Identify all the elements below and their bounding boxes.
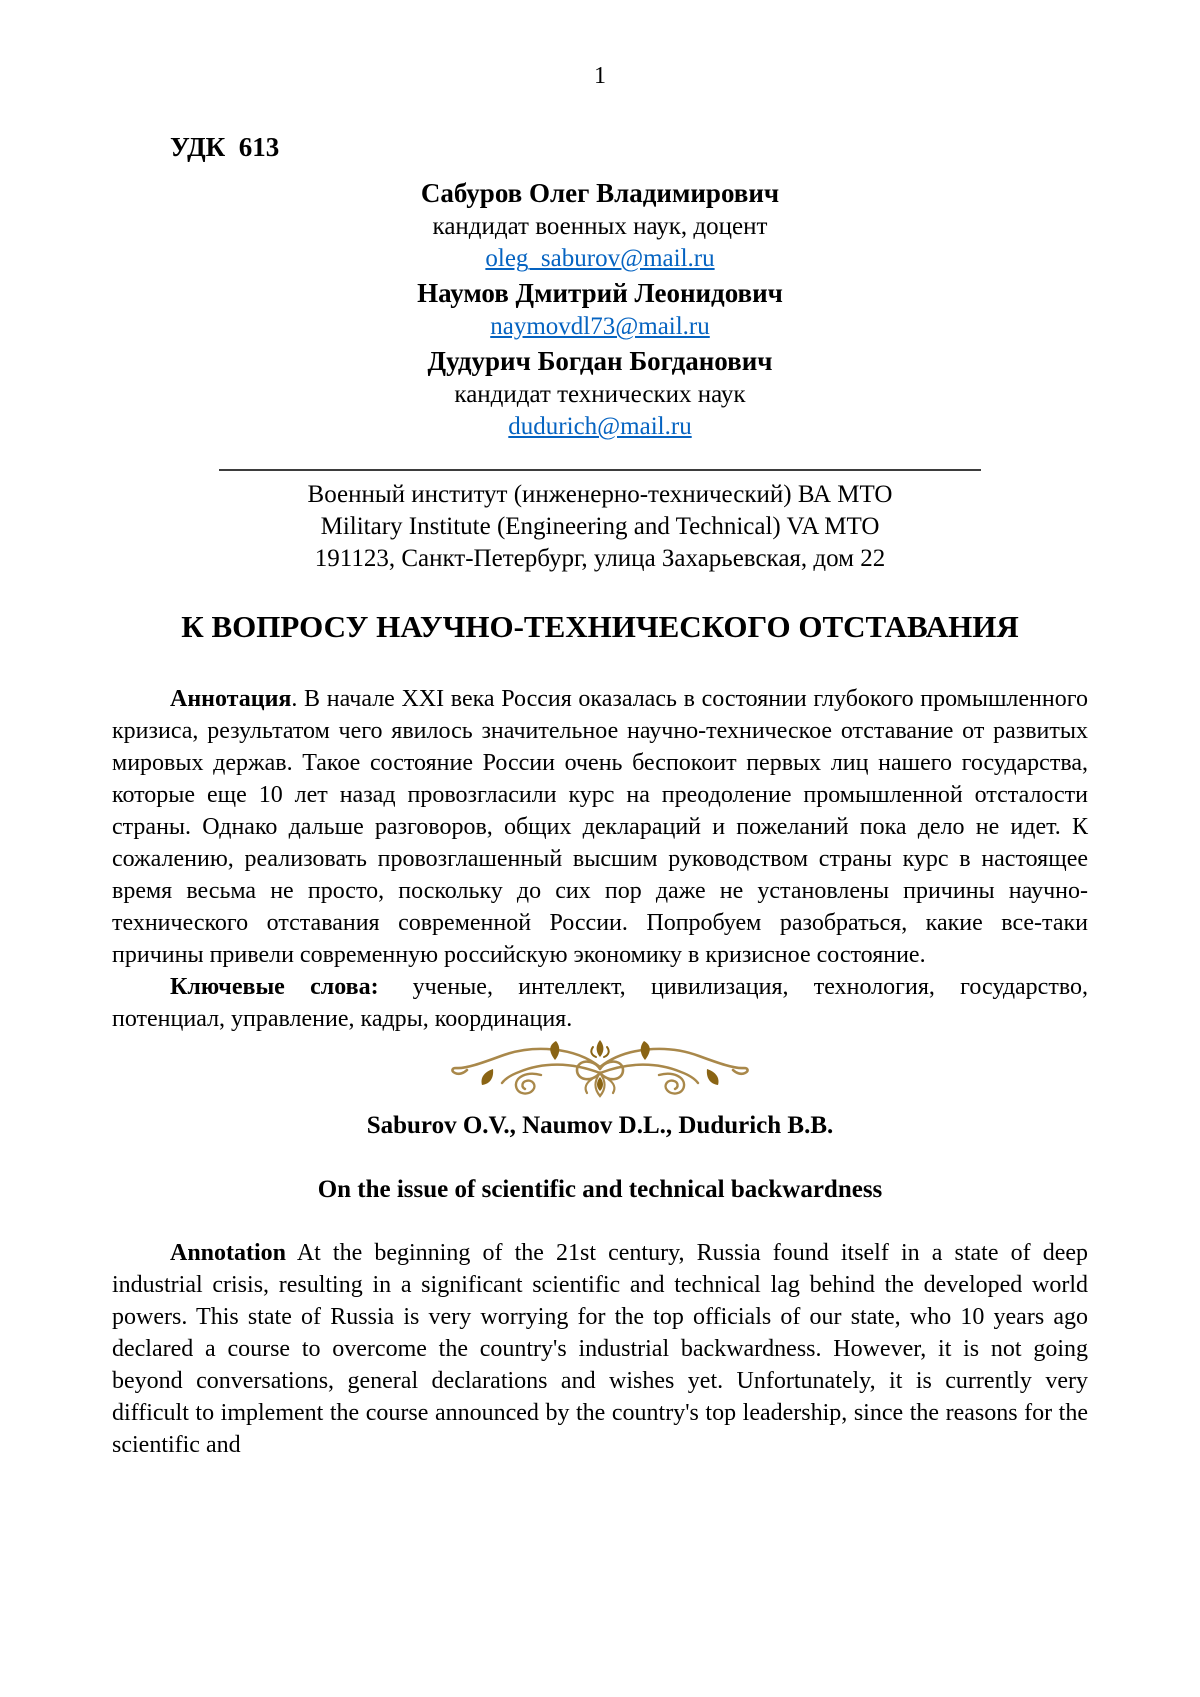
keywords-text: ученые, интеллект, цивилизация, технология, государство, потенциал, управление, кадры, координация. [112,974,1088,1032]
affiliation-english: Military Institute (Engineering and Technical) VA MTO [320,513,880,540]
english-authors-line: Saburov O.V., Naumov D.L., Dudurich B.B. [366,1112,834,1139]
flourish-divider-icon [112,1039,1088,1101]
divider-line [219,469,981,471]
annotation-label-en: Annotation [170,1240,287,1266]
author-email-row [112,311,1088,343]
udc-code: УДК 613 [170,132,280,162]
keywords-paragraph [112,971,1088,1035]
page-content [112,132,1088,1461]
email-link-naumov[interactable]: naymovdl73@mail.ru [490,313,710,340]
author-name-saburov: Сабуров Олег Владимирович [420,178,780,208]
annotation-text-en: At the beginning of the 21st century, Russia found itself in a state of deep industrial crisis, resulting in a significant scientific and technical lag behind the developed world powers. This state of Russia is very worrying for the top officials of our state, who 10 years ago declared a course to overcome the country's industrial backwardness. However, it is not going beyond conversations, general declarations and wishes yet. Unfortunately, it is currently very difficult to implement the course announced by the country's top leadership, since the reasons for the scientific and [112,1240,1088,1458]
page-number: 1 [594,63,606,89]
author-name-dudurich: Дудурич Богдан Богданович [427,346,773,376]
author-email-row [112,243,1088,275]
email-link-saburov[interactable]: oleg_saburov@mail.ru [485,245,715,272]
affiliation-russian: Военный институт (инженерно-технический) ВА МТО [307,481,893,508]
author-degree-dudurich: кандидат технических наук [454,381,746,408]
authors-block [112,175,1088,443]
affiliation-address: 191123, Санкт-Петербург, улица Захарьевская, дом 22 [314,545,886,572]
english-article-title: On the issue of scientific and technical backwardness [317,1176,883,1203]
annotation-label-ru: Аннотация [170,686,292,712]
russian-article-title: К ВОПРОСУ НАУЧНО-ТЕХНИЧЕСКОГО ОТСТАВАНИЯ [181,609,1019,644]
annotation-text-ru: . В начале XXI века Россия оказалась в состоянии глубокого промышленного кризиса, результатом чего явилось значительное научно-техническое отставание от развитых мировых держав. Такое состояние России очень беспокоит первых лиц нашего государства, которые еще 10 лет назад провозгласили курс на преодоление промышленной отсталости страны. Однако дальше разговоров, общих деклараций и пожеланий пока дело не идет. К сожалению, реализовать провозглашенный высшим руководством страны курс в настоящее время весьма не просто, поскольку до сих пор даже не установлены причины научно-технического отставания современной России. Попробуем разобраться, какие все-таки причины привели современную российскую экономику в кризисное состояние. [112,686,1088,968]
author-degree-saburov: кандидат военных наук, доцент [432,213,768,240]
keywords-label: Ключевые слова: [170,974,379,1000]
author-name-naumov: Наумов Дмитрий Леонидович [417,278,783,308]
author-email-row [112,411,1088,443]
email-link-dudurich[interactable]: dudurich@mail.ru [508,413,692,440]
english-annotation-paragraph [112,1237,1088,1461]
affiliation-block [112,479,1088,575]
russian-annotation-paragraph [112,683,1088,971]
